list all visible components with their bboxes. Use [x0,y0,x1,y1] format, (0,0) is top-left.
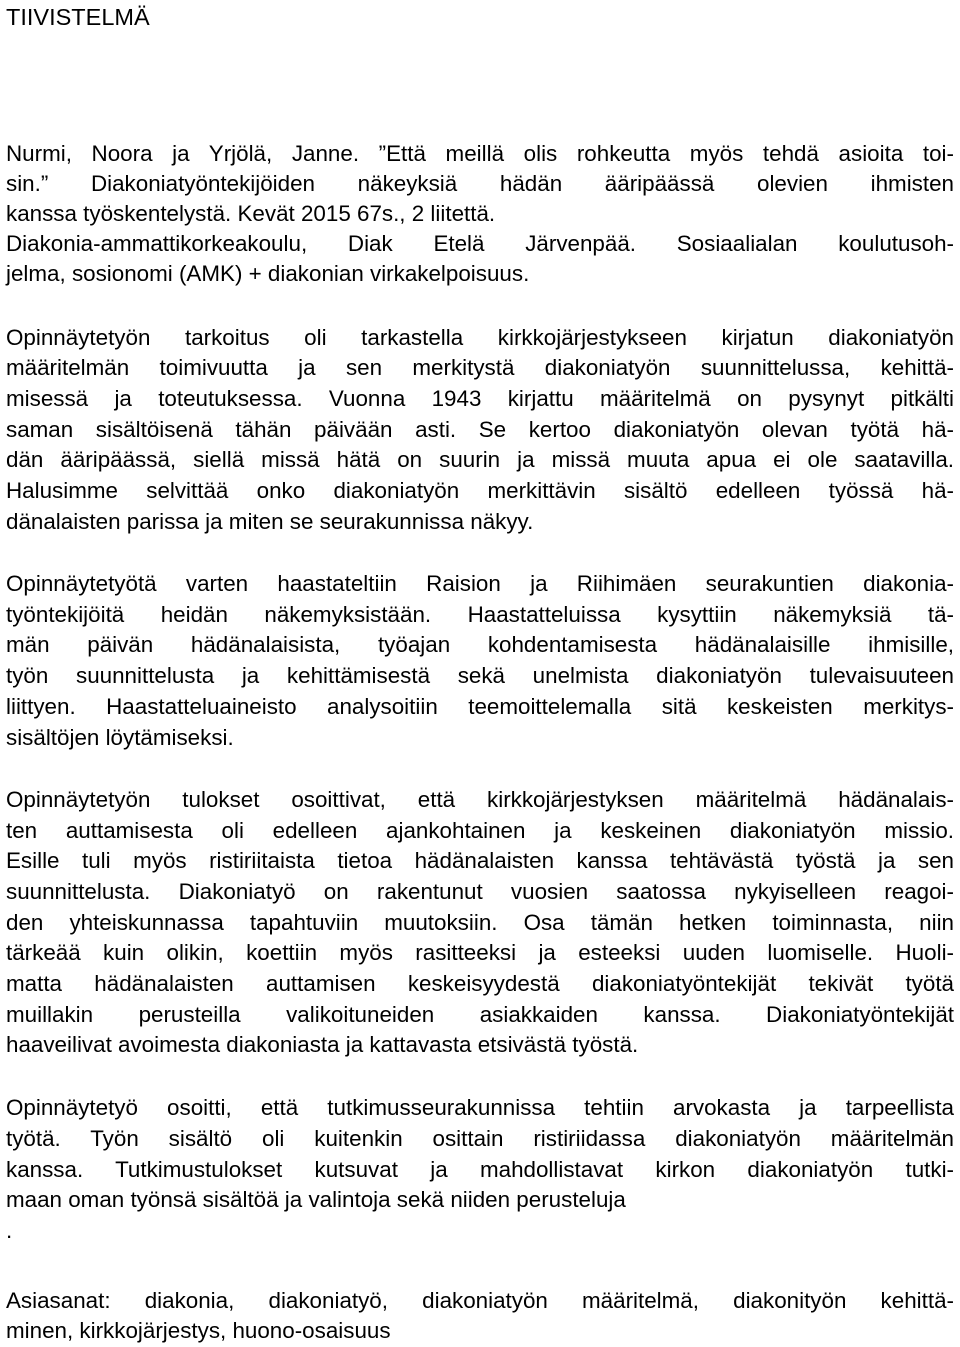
paragraph-4-line: Opinnäytetyö osoitti, että tutkimusseurakunnissa tehtiin arvokasta ja tarpeellista [6,1095,954,1120]
keywords-line: Asiasanat: diakonia, diakoniatyö, diakoniatyön määritelmä, diakonityön kehittä- [6,1288,954,1313]
reference-line: jelma, sosionomi (AMK) + diakonian virkakelpoisuus. [6,261,530,286]
paragraph-1-line: misessä ja toteutuksessa. Vuonna 1943 kirjattu määritelmä on pysynyt pitkälti [6,386,954,411]
paragraph-2-line: män päivän hädänalaisista, työajan kohdentamisesta hädänalaisille ihmisille, [6,632,954,657]
paragraph-1-line: Halusimme selvittää onko diakoniatyön merkittävin sisältö edelleen työssä hä- [6,478,954,503]
paragraph-4-line: työtä. Työn sisältö oli kuitenkin osittain ristiriidassa diakoniatyön määritelmän [6,1126,954,1151]
paragraph-2-line: Opinnäytetyötä varten haastateltiin Raision ja Riihimäen seurakuntien diakonia- [6,571,954,596]
paragraph-3-line: Esille tuli myös ristiriitaista tietoa hädänalaisten kanssa tehtävästä työstä ja sen [6,848,954,873]
paragraph-4-line: . [6,1218,13,1243]
paragraph-2-line: työn suunnittelusta ja kehittämisestä sekä unelmista diakoniatyön tulevaisuuteen [6,663,954,688]
paragraph-1-line: dänalaisten parissa ja miten se seurakunnissa näkyy. [6,509,534,534]
paragraph-3-line: Opinnäytetyön tulokset osoittivat, että kirkkojärjestyksen määritelmä hädänalais- [6,787,954,812]
paragraph-1-line: Opinnäytetyön tarkoitus oli tarkastella kirkkojärjestykseen kirjatun diakoniatyön [6,325,954,350]
paragraph-1-line: dän ääripäässä, siellä missä hätä on suurin ja missä muuta apua ei ole saatavilla. [6,447,954,472]
paragraph-2-line: sisältöjen löytämiseksi. [6,725,234,750]
paragraph-3-line: suunnittelusta. Diakoniatyö on rakentunut vuosien saatossa nykyiselleen reagoi- [6,879,954,904]
paragraph-3-line: den yhteiskunnassa tapahtuviin muutoksiin. Osa tämän hetken toiminnasta, niin [6,910,954,935]
paragraph-4-line: kanssa. Tutkimustulokset kutsuvat ja mahdollistavat kirkon diakoniatyön tutki- [6,1157,954,1182]
reference-line: kanssa työskentelystä. Kevät 2015 67s., 2 liitettä. [6,201,496,226]
paragraph-3-line: tärkeää kuin olikin, koettiin myös rasitteeksi ja esteeksi uuden luomiselle. Huoli- [6,940,954,965]
paragraph-1-line: saman sisältöisenä tähän päivään asti. Se kertoo diakoniatyön olevan työtä hä- [6,417,954,442]
reference-line: Diakonia-ammattikorkeakoulu, Diak Etelä Järvenpää. Sosiaalialan koulutusoh- [6,231,954,256]
paragraph-1-line: määritelmän toimivuutta ja sen merkitystä diakoniatyön suunnittelussa, kehittä- [6,355,954,380]
page-title: TIIVISTELMÄ [6,4,150,30]
reference-line: Nurmi, Noora ja Yrjölä, Janne. ”Että meillä olis rohkeutta myös tehdä asioita toi- [6,141,954,166]
keywords-line: minen, kirkkojärjestys, huono-osaisuus [6,1318,391,1343]
paragraph-3-line: ten auttamisesta oli edelleen ajankohtainen ja keskeinen diakoniatyön missio. [6,818,954,843]
paragraph-3-line: muillakin perusteilla valikoituneiden asiakkaiden kanssa. Diakoniatyöntekijät [6,1002,954,1027]
paragraph-3-line: haaveilivat avoimesta diakoniasta ja kattavasta etsivästä työstä. [6,1032,639,1057]
paragraph-3-line: matta hädänalaisten auttamisen keskeisyydestä diakoniatyöntekijät tekivät työtä [6,971,954,996]
paragraph-2-line: työntekijöitä heidän näkemyksistään. Haastatteluissa kysyttiin näkemyksiä tä- [6,602,954,627]
paragraph-2-line: liittyen. Haastatteluaineisto analysoitiin teemoittelemalla sitä keskeisten merkitys- [6,694,954,719]
reference-line: sin.” Diakoniatyöntekijöiden näkeyksiä hädän ääripäässä olevien ihmisten [6,171,954,196]
paragraph-4-line: maan oman työnsä sisältöä ja valintoja sekä niiden perusteluja [6,1187,626,1212]
